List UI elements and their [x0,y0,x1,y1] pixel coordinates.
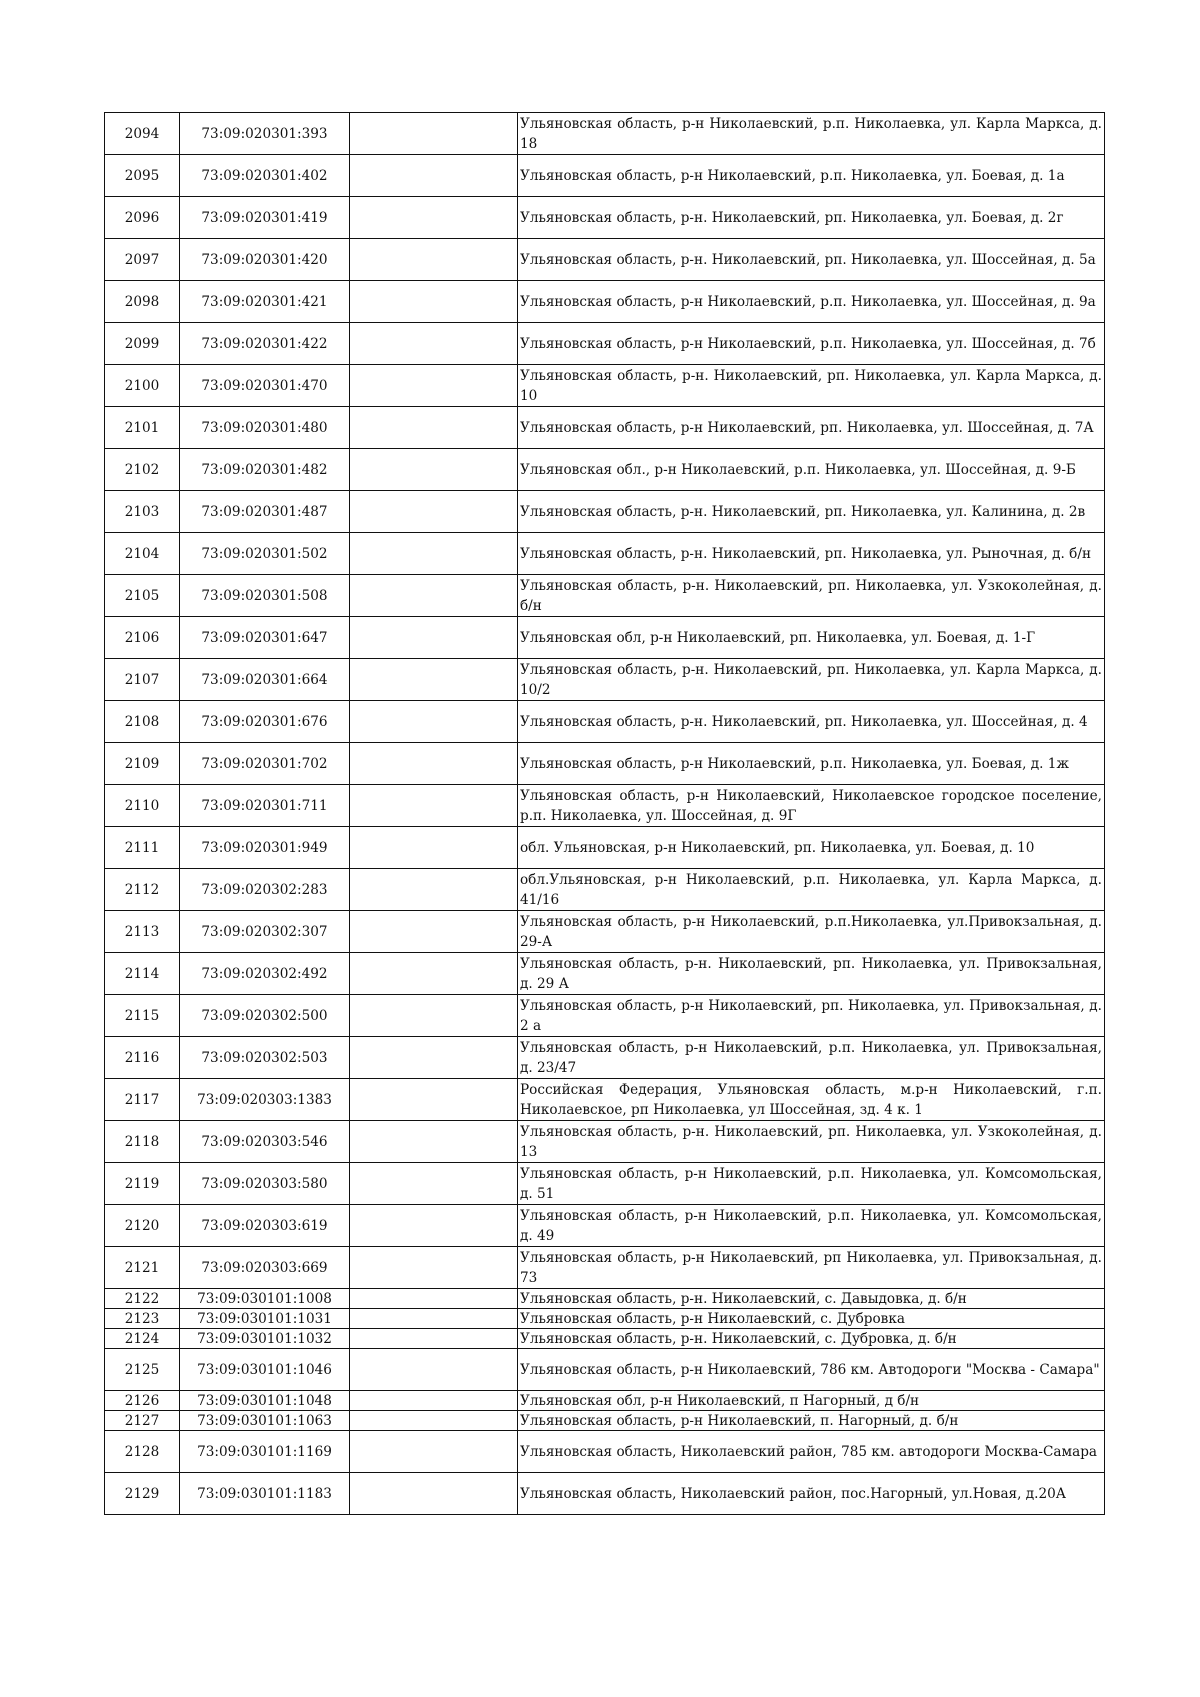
address-cell: Ульяновская область, р-н. Николаевский, рп. Николаевка, ул. Рыночная, д. б/н [518,533,1105,575]
row-number-cell: 2125 [105,1349,180,1391]
row-number-cell: 2118 [105,1121,180,1163]
row-number-cell: 2113 [105,911,180,953]
table-row [105,1205,1105,1247]
cadastral-number-cell: 73:09:030101:1048 [180,1391,350,1411]
table-row [105,197,1105,239]
address-cell: Российская Федерация, Ульяновская область, м.р-н Николаевский, г.п. Николаевское, рп Николаевка, ул Шоссейная, зд. 4 к. 1 [518,1079,1105,1121]
address-cell: Ульяновская область, р-н. Николаевский, рп. Николаевка, ул. Шоссейная, д. 4 [518,701,1105,743]
table-row [105,1163,1105,1205]
table-row [105,911,1105,953]
empty-cell [350,1121,518,1163]
cadastral-number-cell: 73:09:020301:482 [180,449,350,491]
address-cell: Ульяновская область, р-н Николаевский, 786 км. Автодороги "Москва - Самара" [518,1349,1105,1391]
row-number-cell: 2116 [105,1037,180,1079]
empty-cell [350,743,518,785]
row-number-cell: 2101 [105,407,180,449]
cadastral-number-cell: 73:09:030101:1031 [180,1309,350,1329]
cadastral-number-cell: 73:09:020301:487 [180,491,350,533]
cadastral-number-cell: 73:09:020302:492 [180,953,350,995]
cadastral-number-cell: 73:09:030101:1008 [180,1289,350,1309]
address-cell: Ульяновская область, р-н Николаевский, с. Дубровка [518,1309,1105,1329]
empty-cell [350,1247,518,1289]
cadastral-number-cell: 73:09:020302:307 [180,911,350,953]
row-number-cell: 2122 [105,1289,180,1309]
row-number-cell: 2102 [105,449,180,491]
cadastral-number-cell: 73:09:030101:1046 [180,1349,350,1391]
cadastral-number-cell: 73:09:020301:508 [180,575,350,617]
cadastral-number-cell: 73:09:020301:676 [180,701,350,743]
table-row [105,1037,1105,1079]
empty-cell [350,1289,518,1309]
cadastral-number-cell: 73:09:020303:580 [180,1163,350,1205]
table-row [105,785,1105,827]
row-number-cell: 2109 [105,743,180,785]
table-row [105,1289,1105,1309]
table-row [105,659,1105,701]
cadastral-number-cell: 73:09:020301:402 [180,155,350,197]
address-cell: Ульяновская область, р-н Николаевский, р.п. Николаевка, ул. Шоссейная, д. 9а [518,281,1105,323]
table-row [105,239,1105,281]
table-row [105,1309,1105,1329]
table-row [105,1473,1105,1515]
row-number-cell: 2129 [105,1473,180,1515]
address-cell: Ульяновская область, р-н Николаевский, рп Николаевка, ул. Привокзальная, д. 73 [518,1247,1105,1289]
address-cell: Ульяновская область, р-н Николаевский, р.п. Николаевка, ул. Комсомольская, д. 51 [518,1163,1105,1205]
address-cell: Ульяновская область, р-н Николаевский, рп. Николаевка, ул. Привокзальная, д. 2 а [518,995,1105,1037]
empty-cell [350,491,518,533]
row-number-cell: 2115 [105,995,180,1037]
row-number-cell: 2107 [105,659,180,701]
cadastral-number-cell: 73:09:020303:669 [180,1247,350,1289]
address-cell: Ульяновская область, р-н. Николаевский, рп. Николаевка, ул. Шоссейная, д. 5а [518,239,1105,281]
table-row [105,1349,1105,1391]
row-number-cell: 2117 [105,1079,180,1121]
table-row [105,995,1105,1037]
table-row [105,869,1105,911]
table-row [105,827,1105,869]
cadastral-number-cell: 73:09:020301:470 [180,365,350,407]
table-row [105,365,1105,407]
row-number-cell: 2119 [105,1163,180,1205]
cadastral-number-cell: 73:09:020301:702 [180,743,350,785]
empty-cell [350,1037,518,1079]
row-number-cell: 2124 [105,1329,180,1349]
empty-cell [350,155,518,197]
row-number-cell: 2114 [105,953,180,995]
row-number-cell: 2098 [105,281,180,323]
address-cell: Ульяновская область, р-н Николаевский, п. Нагорный, д. б/н [518,1411,1105,1431]
cadastral-number-cell: 73:09:020302:500 [180,995,350,1037]
address-cell: Ульяновская область, р-н Николаевский, р.п. Николаевка, ул. Боевая, д. 1ж [518,743,1105,785]
address-cell: Ульяновская область, р-н Николаевский, р.п.Николаевка, ул.Привокзальная, д. 29-А [518,911,1105,953]
table-row [105,1121,1105,1163]
empty-cell [350,1349,518,1391]
table-row [105,743,1105,785]
table-row [105,617,1105,659]
row-number-cell: 2105 [105,575,180,617]
address-cell: Ульяновская обл, р-н Николаевский, п Нагорный, д б/н [518,1391,1105,1411]
empty-cell [350,1079,518,1121]
empty-cell [350,911,518,953]
address-cell: Ульяновская область, р-н. Николаевский, с. Давыдовка, д. б/н [518,1289,1105,1309]
address-cell: Ульяновская область, р-н Николаевский, рп. Николаевка, ул. Шоссейная, д. 7А [518,407,1105,449]
empty-cell [350,785,518,827]
cadastral-number-cell: 73:09:020303:1383 [180,1079,350,1121]
table-row [105,323,1105,365]
cadastral-number-cell: 73:09:020301:480 [180,407,350,449]
address-cell: Ульяновская область, р-н Николаевский, р.п. Николаевка, ул. Карла Маркса, д. 18 [518,113,1105,155]
empty-cell [350,1391,518,1411]
registry-table-body [105,113,1105,1515]
table-row [105,155,1105,197]
address-cell: Ульяновская область, р-н Николаевский, Николаевское городское поселение, р.п. Николаевка, ул. Шоссейная, д. 9Г [518,785,1105,827]
table-row [105,113,1105,155]
address-cell: Ульяновская область, Николаевский район, пос.Нагорный, ул.Новая, д.20А [518,1473,1105,1515]
empty-cell [350,869,518,911]
table-row [105,1247,1105,1289]
address-cell: Ульяновская область, р-н. Николаевский, рп. Николаевка, ул. Боевая, д. 2г [518,197,1105,239]
empty-cell [350,407,518,449]
empty-cell [350,281,518,323]
address-cell: Ульяновская область, р-н. Николаевский, рп. Николаевка, ул. Привокзальная, д. 29 А [518,953,1105,995]
table-row [105,281,1105,323]
address-cell: Ульяновская область, р-н. Николаевский, рп. Николаевка, ул. Калинина, д. 2в [518,491,1105,533]
registry-table [104,112,1105,1515]
empty-cell [350,113,518,155]
cadastral-number-cell: 73:09:020301:420 [180,239,350,281]
empty-cell [350,323,518,365]
cadastral-number-cell: 73:09:020302:503 [180,1037,350,1079]
row-number-cell: 2100 [105,365,180,407]
cadastral-number-cell: 73:09:030101:1169 [180,1431,350,1473]
cadastral-number-cell: 73:09:020301:711 [180,785,350,827]
empty-cell [350,827,518,869]
empty-cell [350,449,518,491]
empty-cell [350,1163,518,1205]
address-cell: Ульяновская область, р-н. Николаевский, рп. Николаевка, ул. Узкоколейная, д. 13 [518,1121,1105,1163]
row-number-cell: 2106 [105,617,180,659]
table-row [105,491,1105,533]
empty-cell [350,239,518,281]
empty-cell [350,197,518,239]
row-number-cell: 2104 [105,533,180,575]
empty-cell [350,1411,518,1431]
address-cell: Ульяновская область, р-н. Николаевский, рп. Николаевка, ул. Карла Маркса, д. 10 [518,365,1105,407]
cadastral-number-cell: 73:09:020301:422 [180,323,350,365]
cadastral-number-cell: 73:09:020301:949 [180,827,350,869]
row-number-cell: 2110 [105,785,180,827]
address-cell: Ульяновская область, р-н. Николаевский, рп. Николаевка, ул. Узкоколейная, д. б/н [518,575,1105,617]
row-number-cell: 2108 [105,701,180,743]
row-number-cell: 2112 [105,869,180,911]
address-cell: Ульяновская область, р-н Николаевский, р.п. Николаевка, ул. Шоссейная, д. 7б [518,323,1105,365]
cadastral-number-cell: 73:09:020301:419 [180,197,350,239]
empty-cell [350,1309,518,1329]
cadastral-number-cell: 73:09:020303:619 [180,1205,350,1247]
table-row [105,1329,1105,1349]
row-number-cell: 2126 [105,1391,180,1411]
address-cell: Ульяновская область, р-н Николаевский, р.п. Николаевка, ул. Привокзальная, д. 23/47 [518,1037,1105,1079]
cadastral-number-cell: 73:09:030101:1183 [180,1473,350,1515]
cadastral-number-cell: 73:09:020301:647 [180,617,350,659]
address-cell: Ульяновская область, р-н. Николаевский, рп. Николаевка, ул. Карла Маркса, д. 10/2 [518,659,1105,701]
row-number-cell: 2120 [105,1205,180,1247]
table-row [105,701,1105,743]
table-row [105,449,1105,491]
cadastral-number-cell: 73:09:020303:546 [180,1121,350,1163]
row-number-cell: 2127 [105,1411,180,1431]
row-number-cell: 2103 [105,491,180,533]
empty-cell [350,1205,518,1247]
address-cell: обл. Ульяновская, р-н Николаевский, рп. Николаевка, ул. Боевая, д. 10 [518,827,1105,869]
table-row [105,1411,1105,1431]
empty-cell [350,1329,518,1349]
cadastral-number-cell: 73:09:020301:421 [180,281,350,323]
empty-cell [350,659,518,701]
row-number-cell: 2099 [105,323,180,365]
address-cell: Ульяновская обл, р-н Николаевский, рп. Николаевка, ул. Боевая, д. 1-Г [518,617,1105,659]
row-number-cell: 2095 [105,155,180,197]
cadastral-number-cell: 73:09:020301:664 [180,659,350,701]
address-cell: обл.Ульяновская, р-н Николаевский, р.п. Николаевка, ул. Карла Маркса, д. 41/16 [518,869,1105,911]
empty-cell [350,617,518,659]
row-number-cell: 2121 [105,1247,180,1289]
address-cell: Ульяновская область, р-н Николаевский, р.п. Николаевка, ул. Комсомольская, д. 49 [518,1205,1105,1247]
cadastral-number-cell: 73:09:020301:393 [180,113,350,155]
table-row [105,953,1105,995]
table-row [105,1431,1105,1473]
empty-cell [350,953,518,995]
address-cell: Ульяновская область, Николаевский район, 785 км. автодороги Москва-Самара [518,1431,1105,1473]
cadastral-number-cell: 73:09:030101:1032 [180,1329,350,1349]
empty-cell [350,365,518,407]
empty-cell [350,701,518,743]
table-row [105,533,1105,575]
row-number-cell: 2097 [105,239,180,281]
row-number-cell: 2094 [105,113,180,155]
cadastral-number-cell: 73:09:020301:502 [180,533,350,575]
empty-cell [350,995,518,1037]
row-number-cell: 2111 [105,827,180,869]
row-number-cell: 2128 [105,1431,180,1473]
table-row [105,575,1105,617]
empty-cell [350,1431,518,1473]
table-row [105,407,1105,449]
cadastral-number-cell: 73:09:030101:1063 [180,1411,350,1431]
row-number-cell: 2096 [105,197,180,239]
empty-cell [350,1473,518,1515]
table-row [105,1391,1105,1411]
address-cell: Ульяновская область, р-н. Николаевский, с. Дубровка, д. б/н [518,1329,1105,1349]
empty-cell [350,575,518,617]
cadastral-number-cell: 73:09:020302:283 [180,869,350,911]
empty-cell [350,533,518,575]
row-number-cell: 2123 [105,1309,180,1329]
address-cell: Ульяновская область, р-н Николаевский, р.п. Николаевка, ул. Боевая, д. 1а [518,155,1105,197]
address-cell: Ульяновская обл., р-н Николаевский, р.п. Николаевка, ул. Шоссейная, д. 9-Б [518,449,1105,491]
table-row [105,1079,1105,1121]
